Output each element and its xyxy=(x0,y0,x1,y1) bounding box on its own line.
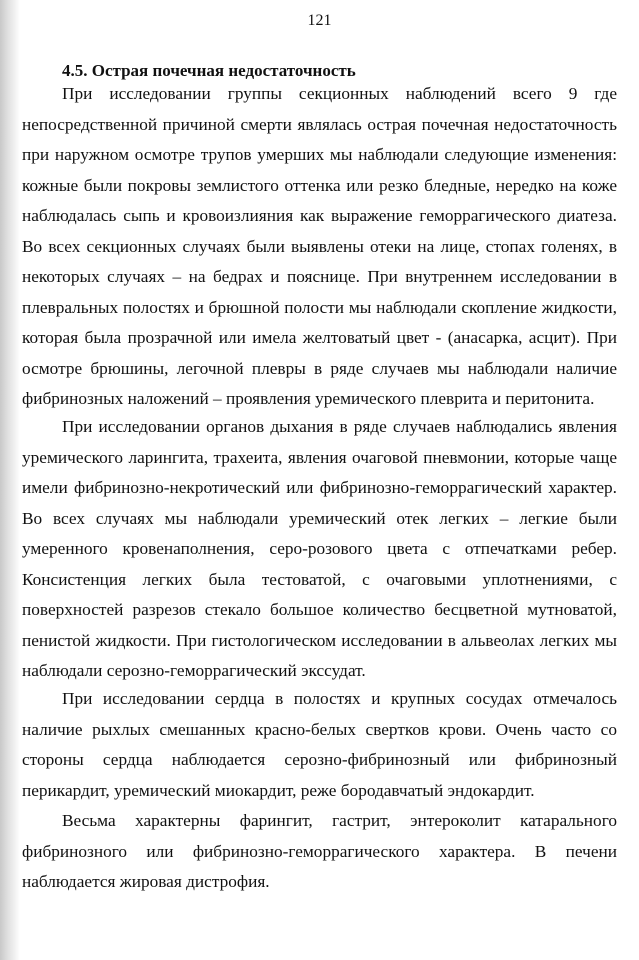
scan-edge-shadow xyxy=(0,0,20,960)
paragraph-external-examination: При исследовании группы секционных наблюдений всего 9 где непосредственной причиной смерти являлась острая почечная недостаточность при наружном осмотре трупов умерших мы наблюдали следующие изменения: кожные были покровы землистого оттенка или резко бледные, нередко на коже наблюдалась сыпь и кровоизлияния как выражение геморрагического диатеза. Во всех секционных случаях были выявлены отеки на лице, стопах голенях, в некоторых случаях – на бедрах и пояснице. При внутреннем исследовании в плевральных полостях и брюшной полости мы наблюдали скопление жидкости, которая была прозрачной или имела желтоватый цвет - (анасарка, асцит). При осмотре брюшины, легочной плевры в ряде случаев мы наблюдали наличие фибринозных наложений – проявления уремического плеврита и перитонита. xyxy=(22,84,617,408)
paragraph-digestive-organs: Весьма характерны фарингит, гастрит, энтероколит катарального фибринозного или фибринозно-геморрагического характера. В печени наблюдается жировая дистрофия. xyxy=(22,811,617,891)
paragraph-respiratory-organs: При исследовании органов дыхания в ряде случаев наблюдались явления уремического ларингита, трахеита, явления очаговой пневмонии, которые чаще имели фибринозно-некротический или фибринозно-геморрагический характер. Во всех случаях мы наблюдали уремический отек легких – легкие были умеренного кровенаполнения, серо-розового цвета с отпечатками ребер. Консистенция легких была тестоватой, с очаговыми уплотнениями, с поверхностей разрезов стекало большое количество бесцветной мутноватой, пенистой жидкости. При гистологическом исследовании в альвеолах легких мы наблюдали серозно-геморрагический экссудат. xyxy=(22,417,617,680)
section-title: 4.5. Острая почечная недостаточность xyxy=(62,61,356,80)
page-number: 121 xyxy=(307,12,332,29)
paragraph-heart: При исследовании сердца в полостях и крупных сосудах отмечалось наличие рыхлых смешанных красно-белых свертков крови. Очень часто со стороны сердца наблюдается серозно-фибринозный или фибринозный перикардит, уремический миокардит, реже бородавчатый эндокардит. xyxy=(22,689,617,800)
